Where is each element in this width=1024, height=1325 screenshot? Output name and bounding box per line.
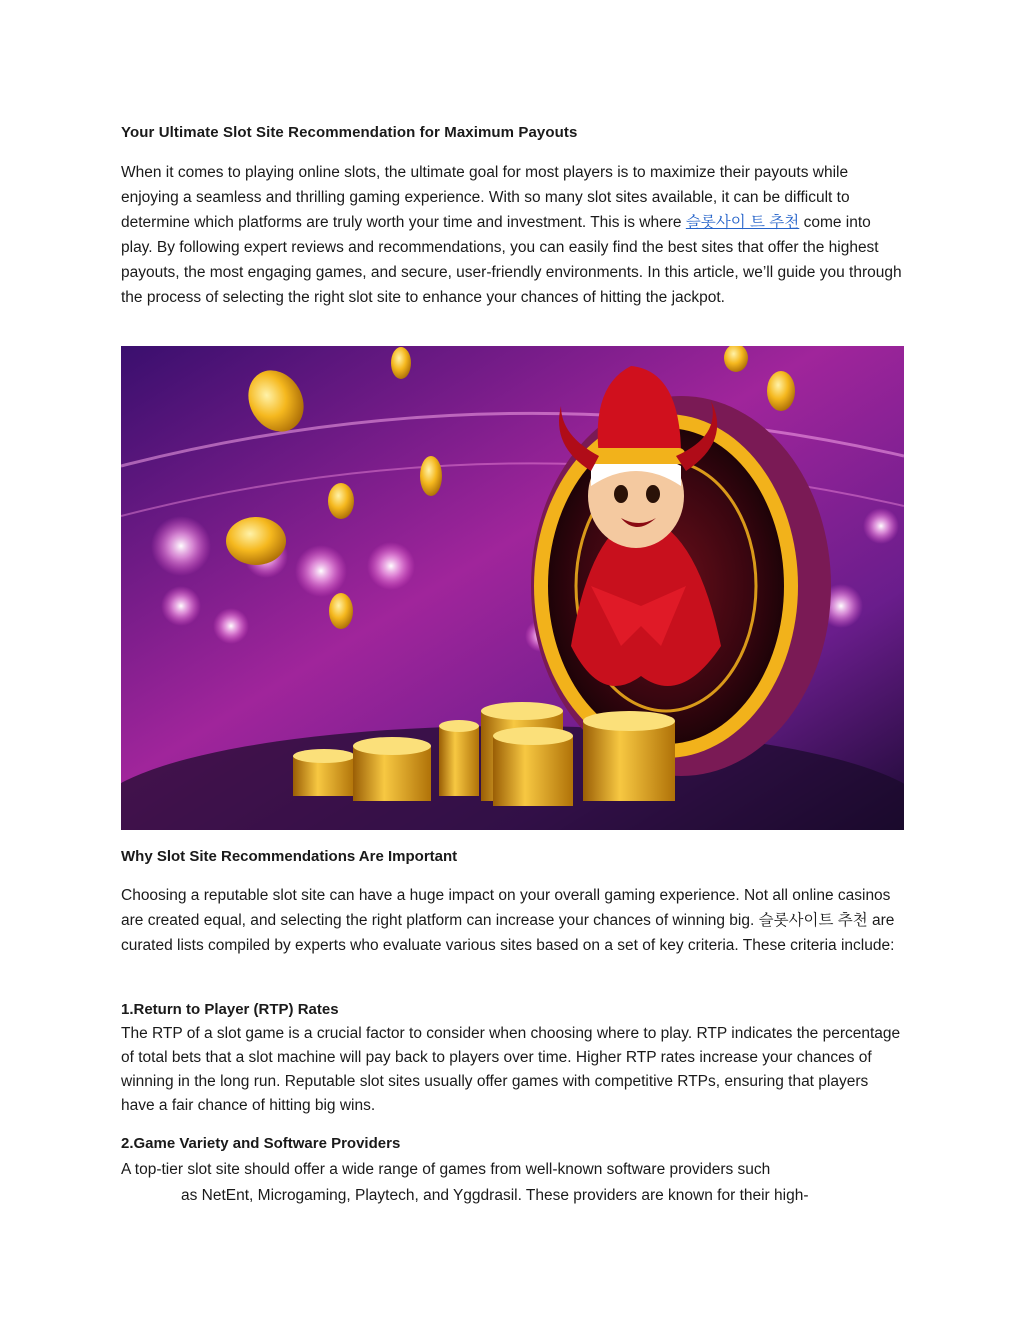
criterion-1-text: The RTP of a slot game is a crucial factor to consider when choosing where to play. RTP indicates the percentage of total bets that a slot machine will pay back to players over time. Higher RTP rates increase your chances of winning in the long run. Reputable slot sites usually offer games with competitive RTPs, ensuring that players have a fair chance of hitting big wins. [121,1025,901,1114]
section-paragraph: Choosing a reputable slot site can have a huge impact on your overall gaming experience. Not all online casinos are created equal, and selecting the right platform can increase your chances of winning big. 슬롯사이트 추천 are curated lists compiled by experts who evaluate various sites based on a set of key criteria. These criteria include: [121,887,895,954]
intro-text-after: come into play. By following expert reviews and recommendations, you can easily find the best sites that offer the highest payouts, the most engaging games, and secure, user-friendly environments. In this article, we’ll guide you through the process of selecting the right slot site to enhance your chances of hitting the jackpot. [121,214,902,306]
section-heading: Why Slot Site Recommendations Are Important [121,848,458,865]
criterion-2-heading: 2.Game Variety and Software Providers [121,1135,401,1152]
slot-site-recommendation-link[interactable]: 슬롯사이 트 추천 [685,214,800,231]
hero-casino-illustration [121,346,904,830]
criterion-1-heading: 1.Return to Player (RTP) Rates [121,1001,339,1018]
intro-text-before: When it comes to playing online slots, the ultimate goal for most players is to maximize their payouts while enjoying a seamless and thrilling gaming experience. With so many slot sites available, it can be difficult to determine which platforms are truly worth your time and investment. This is where [121,164,850,231]
intro-paragraph [121,160,906,310]
criterion-2-line-2: as NetEnt, Microgaming, Playtech, and Yggdrasil. These providers are known for their high- [181,1187,809,1204]
criterion-2-line-1: A top-tier slot site should offer a wide range of games from well-known software providers such [121,1161,771,1178]
article-title: Your Ultimate Slot Site Recommendation for Maximum Payouts [121,124,578,141]
criterion-2-text [121,1157,906,1209]
